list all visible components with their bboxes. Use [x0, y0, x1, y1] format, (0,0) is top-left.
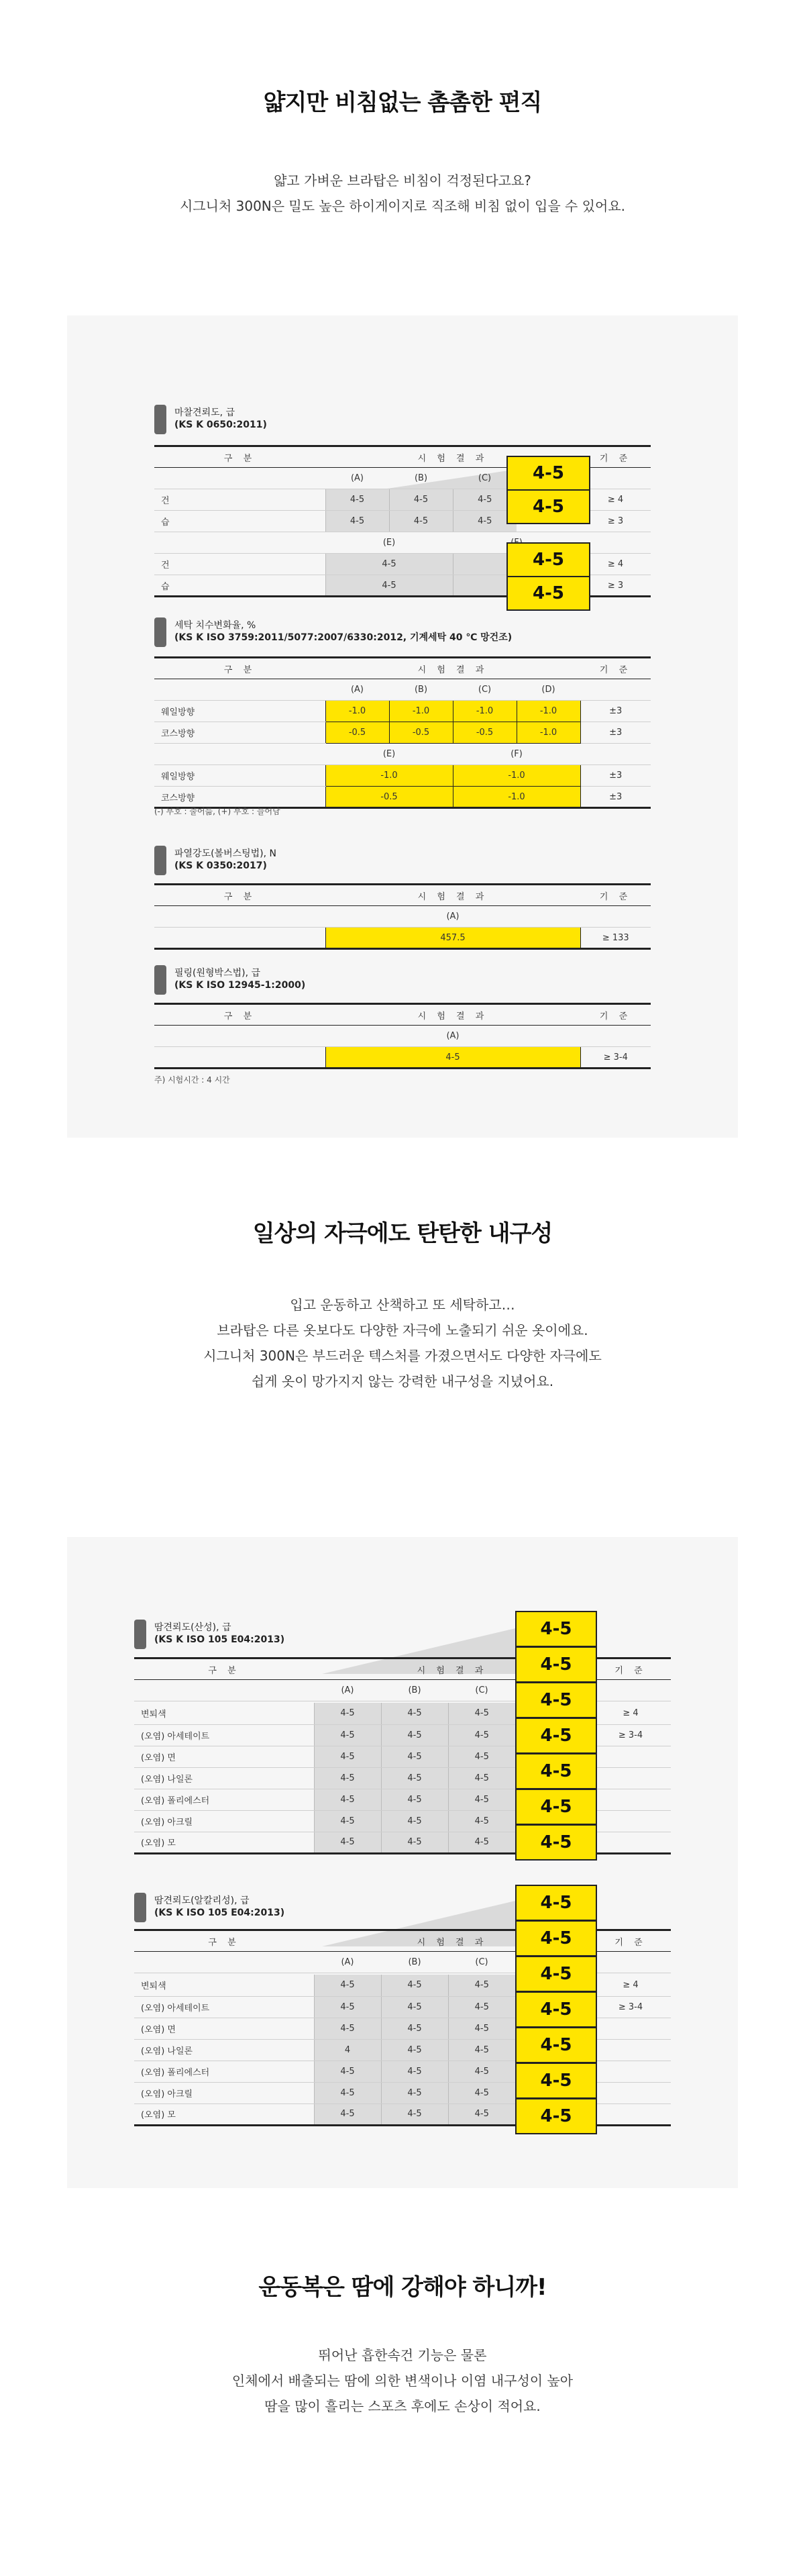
col-label: (C) — [453, 679, 517, 701]
row-label: (오염) 아크릴 — [134, 1810, 314, 1832]
cell-value: 4-5 — [381, 2039, 448, 2061]
test-name: 세탁 치수변화율, % — [174, 620, 256, 631]
highlight-callout: 4-5 — [515, 1956, 597, 1992]
section-marker — [154, 965, 166, 995]
row-label: 건 — [154, 489, 325, 511]
header-result: 시 험 결 과 — [325, 885, 580, 906]
section2-title: 일상의 자극에도 탄탄한 내구성 — [252, 1220, 553, 1247]
cell-value: 4-5 — [448, 1724, 515, 1746]
col-label: (B) — [389, 679, 453, 701]
row-label: 웨일방향 — [154, 701, 325, 722]
col-label: (C) — [448, 1952, 515, 1973]
cell-value: 4-5 — [448, 2039, 515, 2061]
cell-value: -0.5 — [453, 722, 517, 744]
row-label: (오염) 나일론 — [134, 1767, 314, 1789]
standard-value: ±3 — [580, 765, 651, 787]
col-label: (A) — [325, 1026, 580, 1047]
section-marker — [134, 1620, 146, 1649]
row-label: 습 — [154, 511, 325, 532]
cell-value: 4-5 — [381, 2103, 448, 2125]
highlight-callout: 4-5 — [515, 1611, 597, 1647]
cell-value: 4-5 — [325, 575, 453, 597]
table-row — [154, 765, 651, 787]
cell-value: 4-5 — [448, 1703, 515, 1724]
test-standard: (KS K ISO 105 E04:2013) — [154, 1908, 285, 1918]
burst-table — [154, 883, 651, 950]
highlight-callout: 4-5 — [515, 2063, 597, 2099]
standard-value: ±3 — [580, 722, 651, 744]
highlight-callout: 4-5 — [506, 542, 590, 577]
cell-value: 4-5 — [381, 1724, 448, 1746]
test-name: 땀견뢰도(알칼리성), 급 — [154, 1895, 250, 1906]
cell-value: 4-5 — [314, 1810, 381, 1832]
section1-line: 얇고 가벼운 브라탑은 비침이 걱정된다고요? — [274, 172, 531, 189]
standard-value — [590, 2103, 671, 2125]
col-label: (E) — [325, 532, 453, 554]
cell-value: 4 — [314, 2039, 381, 2061]
cell-value: 4-5 — [314, 1724, 381, 1746]
standard-value — [590, 2018, 671, 2039]
standard-value: ≥ 4 — [580, 489, 651, 511]
cell-value: 4-5 — [314, 1996, 381, 2018]
col-label: (F) — [453, 744, 580, 765]
highlight-callout: 4-5 — [515, 2098, 597, 2134]
header-category: 구 분 — [154, 446, 325, 468]
header-standard: 기 준 — [590, 1930, 671, 1952]
cell-value: 4-5 — [448, 2018, 515, 2039]
cell-value: 4-5 — [314, 1832, 381, 1853]
cell-value: 4-5 — [314, 2061, 381, 2082]
header-category: 구 분 — [154, 658, 325, 679]
highlight-callout: 4-5 — [515, 1991, 597, 2028]
test-standard: (KS K 0350:2017) — [174, 860, 267, 871]
standard-value: ±3 — [580, 701, 651, 722]
rubbing-section-title — [154, 405, 267, 434]
pilling-note: 주) 시험시간 : 4 시간 — [154, 1075, 230, 1085]
cell-value: 4-5 — [448, 1767, 515, 1789]
cell-value: -1.0 — [453, 701, 517, 722]
cell-value: -1.0 — [389, 701, 453, 722]
cell-value: 4-5 — [453, 489, 517, 511]
cell-value: 4-5 — [448, 1810, 515, 1832]
cell-value: 4-5 — [381, 2018, 448, 2039]
row-label: (오염) 아세테이트 — [134, 1724, 314, 1746]
cell-value: 4-5 — [381, 2082, 448, 2103]
section1-title: 얇지만 비침없는 촘촘한 편직 — [263, 89, 542, 116]
col-label: (A) — [314, 1952, 381, 1973]
header-result: 시 험 결 과 — [314, 1930, 590, 1952]
standard-value — [590, 1789, 671, 1810]
row-label: 변퇴색 — [134, 1703, 314, 1724]
standard-value — [590, 2061, 671, 2082]
test-standard: (KS K ISO 12945-1:2000) — [174, 980, 306, 991]
standard-value: ≥ 133 — [580, 928, 651, 949]
section2-line: 쉽게 옷이 망가지지 않는 강력한 내구성을 지녔어요. — [251, 1373, 554, 1389]
cell-value: 457.5 — [325, 928, 580, 949]
row-label: (오염) 면 — [134, 2018, 314, 2039]
standard-value: ≥ 3 — [580, 511, 651, 532]
standard-value: ≥ 4 — [590, 1703, 671, 1724]
standard-value: ±3 — [580, 787, 651, 808]
table-row — [154, 701, 651, 722]
row-label: (오염) 모 — [134, 2103, 314, 2125]
section2-line: 브라탑은 다른 옷보다도 다양한 자극에 노출되기 쉬운 옷이에요. — [217, 1322, 588, 1338]
header-result: 시 험 결 과 — [325, 1004, 580, 1026]
cell-value: 4-5 — [448, 1746, 515, 1767]
standard-value — [590, 1767, 671, 1789]
section-marker — [154, 617, 166, 647]
row-label: (오염) 면 — [134, 1746, 314, 1767]
cell-value: -0.5 — [325, 722, 389, 744]
header-standard: 기 준 — [580, 446, 651, 468]
cell-value: 4-5 — [453, 511, 517, 532]
sweat-acid-section-title — [134, 1620, 284, 1649]
row-label: 코스방향 — [154, 787, 325, 808]
highlight-callout: 4-5 — [515, 1753, 597, 1789]
test-report-panel-1 — [67, 315, 738, 1138]
standard-value: ≥ 3-4 — [580, 1047, 651, 1069]
row-label: (오염) 모 — [134, 1832, 314, 1853]
row-label: 건 — [154, 554, 325, 575]
cell-value: 4-5 — [314, 1746, 381, 1767]
row-label: 습 — [154, 575, 325, 597]
col-label: (B) — [381, 1952, 448, 1973]
row-label: (오염) 폴리에스터 — [134, 1789, 314, 1810]
pilling-section-title — [154, 965, 305, 995]
cell-value: 4-5 — [381, 2061, 448, 2082]
section3-description — [0, 2342, 805, 2419]
highlight-callout: 4-5 — [515, 1646, 597, 1683]
cell-value: -0.5 — [325, 787, 453, 808]
cell-value: 4-5 — [448, 2103, 515, 2125]
test-standard: (KS K 0650:2011) — [174, 419, 267, 430]
header-result: 시 험 결 과 — [325, 446, 580, 468]
header-category: 구 분 — [154, 885, 325, 906]
cell-value: 4-5 — [448, 2082, 515, 2103]
highlight-callout: 4-5 — [515, 1824, 597, 1861]
standard-value: ≥ 3-4 — [590, 1996, 671, 2018]
col-label: (A) — [325, 906, 580, 928]
col-label: (D) — [517, 679, 580, 701]
section3-line: 인체에서 배출되는 땀에 의한 변색이나 이염 내구성이 높아 — [231, 2373, 574, 2389]
standard-value — [590, 2082, 671, 2103]
standard-value — [590, 1832, 671, 1853]
highlight-callout: 4-5 — [515, 1718, 597, 1754]
cell-value: 4-5 — [314, 1703, 381, 1724]
header-result: 시 험 결 과 — [314, 1658, 590, 1680]
cell-value: 4-5 — [381, 1746, 448, 1767]
pilling-table — [154, 1003, 651, 1069]
standard-value — [590, 1746, 671, 1767]
row-label: 코스방향 — [154, 722, 325, 744]
cell-value: -1.0 — [517, 722, 580, 744]
col-label: (B) — [389, 468, 453, 489]
cell-value: 4-5 — [389, 511, 453, 532]
table-row — [154, 787, 651, 808]
col-label: (A) — [314, 1680, 381, 1701]
sweat-alkali-section-title — [134, 1893, 284, 1922]
standard-value: ≥ 3 — [580, 575, 651, 597]
cell-value: -1.0 — [453, 765, 580, 787]
table-row — [154, 722, 651, 744]
test-name: 파열강도(볼버스팅법), N — [174, 848, 277, 859]
standard-value — [590, 2039, 671, 2061]
highlight-callout: 4-5 — [515, 1885, 597, 1921]
cell-value: 4-5 — [314, 1975, 381, 1996]
table-row — [154, 928, 651, 949]
highlight-callout: 4-5 — [515, 1789, 597, 1825]
section-marker — [154, 846, 166, 875]
cell-value: 4-5 — [381, 1767, 448, 1789]
cell-value: 4-5 — [448, 1975, 515, 1996]
header-result: 시 험 결 과 — [325, 658, 580, 679]
highlight-callout: 4-5 — [515, 1920, 597, 1956]
section1-description — [0, 168, 805, 219]
row-label: (오염) 폴리에스터 — [134, 2061, 314, 2082]
cell-value: 4-5 — [325, 511, 389, 532]
wash-note: (-) 부호 : 줄어듦, (+) 부호 : 늘어남 — [154, 807, 280, 816]
header-category: 구 분 — [154, 1004, 325, 1026]
cell-value: 4-5 — [314, 1789, 381, 1810]
cell-value: 4-5 — [448, 1832, 515, 1853]
cell-value: 4-5 — [381, 1832, 448, 1853]
cell-value: 4-5 — [381, 1703, 448, 1724]
section-marker — [154, 405, 166, 434]
test-standard: (KS K ISO 105 E04:2013) — [154, 1634, 285, 1645]
cell-value: 4-5 — [325, 489, 389, 511]
test-name: 마찰견뢰도, 급 — [174, 407, 235, 418]
cell-value: 4-5 — [314, 1767, 381, 1789]
cell-value: -1.0 — [453, 787, 580, 808]
row-label: 변퇴색 — [134, 1975, 314, 1996]
header-standard: 기 준 — [580, 658, 651, 679]
cell-value: 4-5 — [314, 2018, 381, 2039]
row-label: (오염) 아세테이트 — [134, 1996, 314, 2018]
col-label: (C) — [448, 1680, 515, 1701]
col-label: (B) — [381, 1680, 448, 1701]
burst-section-title — [154, 846, 276, 875]
header-category: 구 분 — [134, 1930, 314, 1952]
cell-value: 4-5 — [448, 1789, 515, 1810]
row-label: 웨일방향 — [154, 765, 325, 787]
cell-value: 4-5 — [448, 1996, 515, 2018]
section3-line: 뛰어난 흡한속건 기능은 물론 — [318, 2347, 487, 2363]
section3-title: 운동복은 땀에 강해야 하니까! — [258, 2274, 547, 2301]
section2-line: 시그니처 300N은 부드러운 텍스처를 가졌으면서도 다양한 자극에도 — [203, 1348, 602, 1364]
highlight-callout: 4-5 — [506, 576, 590, 611]
header-standard: 기 준 — [580, 885, 651, 906]
cell-value: -1.0 — [325, 765, 453, 787]
header-standard: 기 준 — [580, 1004, 651, 1026]
row-label: (오염) 아크릴 — [134, 2082, 314, 2103]
test-standard: (KS K ISO 3759:2011/5077:2007/6330:2012, 기계세탁 40 ℃ 망건조) — [174, 632, 513, 643]
cell-value: -1.0 — [517, 701, 580, 722]
cell-value: 4-5 — [325, 1047, 580, 1069]
cell-value: 4-5 — [381, 1810, 448, 1832]
cell-value: 4-5 — [381, 1789, 448, 1810]
cell-value: -1.0 — [325, 701, 389, 722]
standard-value — [590, 1810, 671, 1832]
standard-value: ≥ 3-4 — [590, 1724, 671, 1746]
section2-line: 입고 운동하고 산책하고 또 세탁하고… — [290, 1297, 515, 1313]
test-name: 필링(원형박스법), 급 — [174, 968, 261, 979]
table-row — [154, 1047, 651, 1069]
section-marker — [134, 1893, 146, 1922]
wash-section-title — [154, 617, 512, 647]
highlight-callout: 4-5 — [506, 456, 590, 491]
test-report-panel-2 — [67, 1537, 738, 2188]
cell-value: 4-5 — [389, 489, 453, 511]
cell-value: -0.5 — [389, 722, 453, 744]
cell-value: 4-5 — [381, 1996, 448, 2018]
cell-value: 4-5 — [314, 2082, 381, 2103]
header-category: 구 분 — [134, 1658, 314, 1680]
col-label: (A) — [325, 679, 389, 701]
row-label: (오염) 나일론 — [134, 2039, 314, 2061]
section2-description — [0, 1292, 805, 1394]
section3-line: 땀을 많이 흘리는 스포츠 후에도 손상이 적어요. — [264, 2398, 541, 2414]
highlight-callout: 4-5 — [506, 489, 590, 524]
col-label: (C) — [453, 468, 517, 489]
standard-value: ≥ 4 — [580, 554, 651, 575]
header-standard: 기 준 — [590, 1658, 671, 1680]
cell-value: 4-5 — [381, 1975, 448, 1996]
highlight-callout: 4-5 — [515, 1682, 597, 1718]
highlight-callout: 4-5 — [515, 2027, 597, 2063]
col-label: (E) — [325, 744, 453, 765]
cell-value: 4-5 — [314, 2103, 381, 2125]
test-name: 땀견뢰도(산성), 급 — [154, 1622, 231, 1633]
section1-line: 시그니처 300N은 밀도 높은 하이게이지로 직조해 비침 없이 입을 수 있어요. — [179, 198, 626, 214]
wash-table — [154, 656, 651, 809]
standard-value: ≥ 4 — [590, 1975, 671, 1996]
cell-value: 4-5 — [325, 554, 453, 575]
col-label: (A) — [325, 468, 389, 489]
cell-value: 4-5 — [448, 2061, 515, 2082]
